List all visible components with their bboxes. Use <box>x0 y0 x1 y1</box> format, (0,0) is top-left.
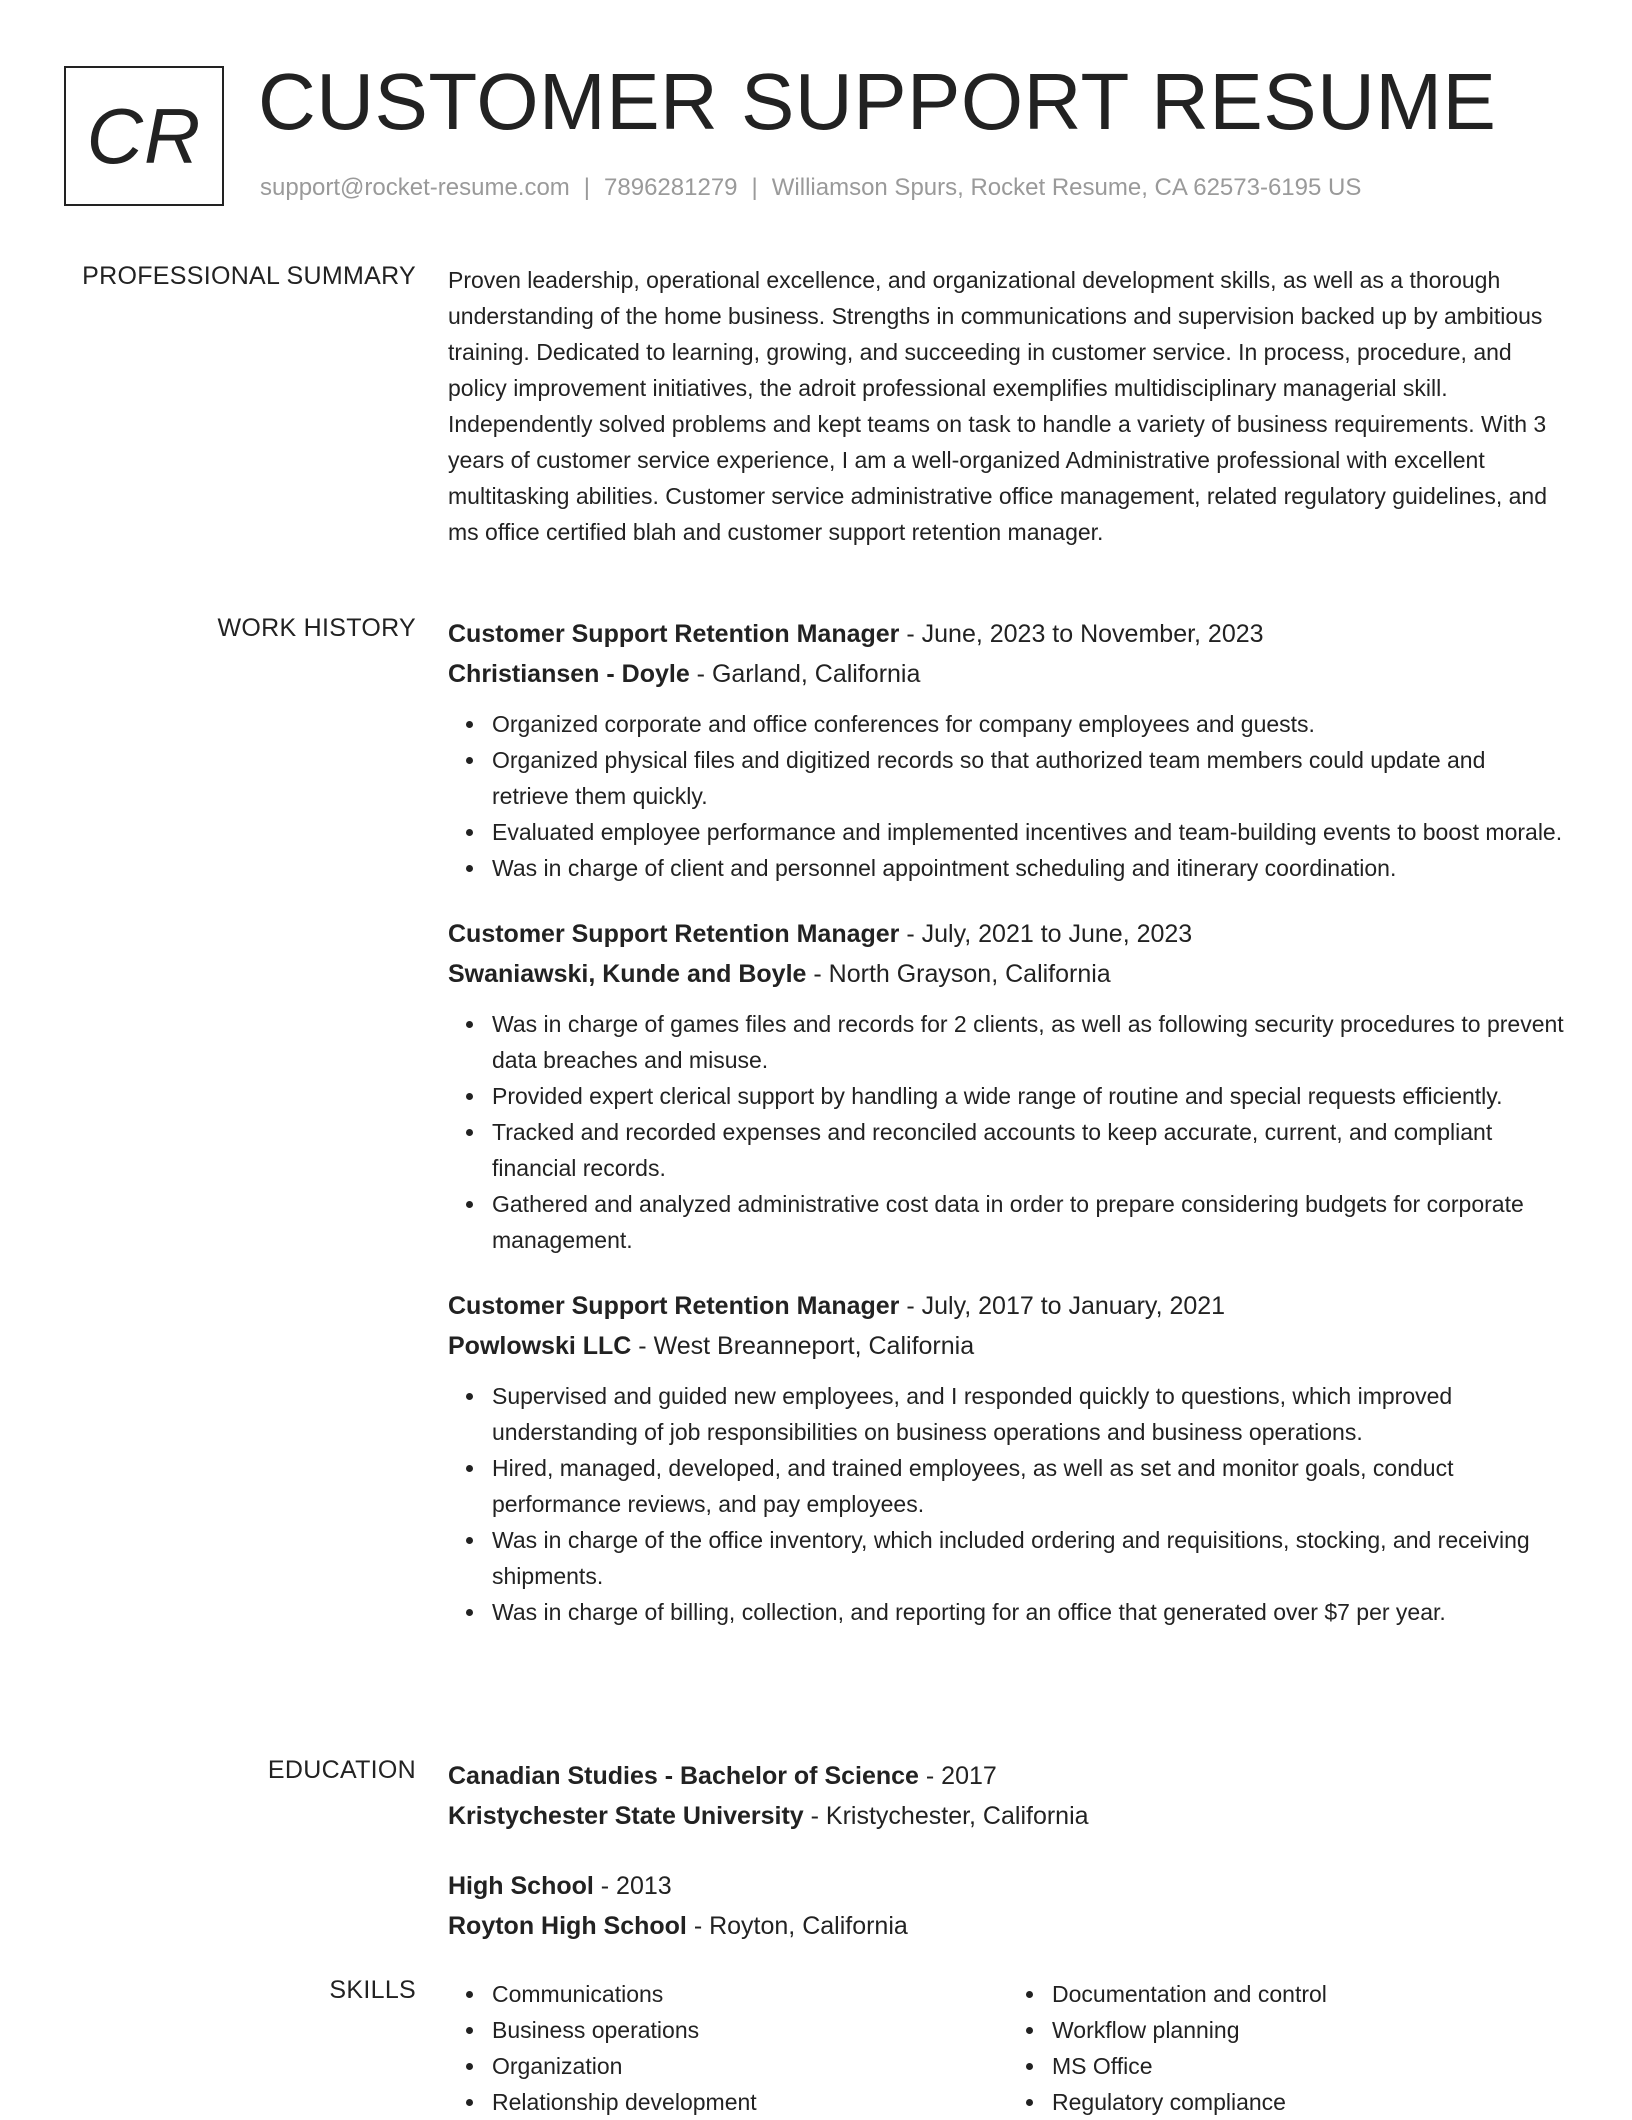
skill-item: Organization <box>492 2048 1008 2084</box>
education-degree: High School <box>448 1872 594 1900</box>
job-bullet: Provided expert clerical support by handling a wide range of routine and special requests efficiently. <box>492 1078 1568 1114</box>
section-label-education: EDUCATION <box>267 1756 416 1784</box>
skill-item: Business operations <box>492 2012 1008 2048</box>
education-location: - Kristychester, California <box>803 1802 1089 1830</box>
job-company: Powlowski LLC <box>448 1332 632 1360</box>
job-title: Customer Support Retention Manager <box>448 920 900 948</box>
job-title: Customer Support Retention Manager <box>448 620 900 648</box>
contact-email[interactable]: support@rocket-resume.com <box>260 174 570 201</box>
job-bullet: Was in charge of games files and records for 2 clients, as well as following security procedures to prevent data breaches and misuse. <box>492 1006 1568 1078</box>
job-dates: - July, 2021 to June, 2023 <box>899 920 1193 948</box>
job-title-line <box>448 1286 1568 1326</box>
contact-separator: | <box>583 174 591 201</box>
skills-columns <box>448 1976 1568 2120</box>
skills-list-right <box>1008 1976 1568 2120</box>
job-bullet: Was in charge of client and personnel appointment scheduling and itinerary coordination. <box>492 850 1568 886</box>
skill-item: MS Office <box>1052 2048 1568 2084</box>
job-bullet: Organized physical files and digitized records so that authorized team members could update and retrieve them quickly. <box>492 742 1568 814</box>
skill-item: Regulatory compliance <box>1052 2084 1568 2120</box>
skills-list-left <box>448 1976 1008 2120</box>
resume-title: CUSTOMER SUPPORT RESUME <box>258 57 1497 146</box>
education-school: Royton High School <box>448 1912 687 1940</box>
job-company: Christiansen - Doyle <box>448 660 690 688</box>
education-year: - 2013 <box>593 1872 672 1900</box>
job-bullet: Evaluated employee performance and implemented incentives and team-building events to boost morale. <box>492 814 1568 850</box>
job-location: - North Grayson, California <box>806 960 1111 988</box>
job-bullet: Hired, managed, developed, and trained employees, as well as set and monitor goals, conduct performance reviews, and pay employees. <box>492 1450 1568 1522</box>
contact-line <box>260 174 1361 202</box>
job-company-line <box>448 654 1568 694</box>
education-entry <box>448 1866 1568 1946</box>
education-body <box>448 1756 1568 1976</box>
job-location: - Garland, California <box>689 660 921 688</box>
section-label-skills: SKILLS <box>329 1976 416 2004</box>
contact-address: Williamson Spurs, Rocket Resume, CA 62573-6195 US <box>771 174 1362 201</box>
work-history-body <box>448 614 1568 1658</box>
job-bullet: Gathered and analyzed administrative cost data in order to prepare considering budgets for corporate management. <box>492 1186 1568 1258</box>
education-degree-line <box>448 1756 1568 1796</box>
summary-body <box>448 262 1568 550</box>
contact-separator: | <box>751 174 758 201</box>
monogram-initials: CR <box>86 91 202 180</box>
job-bullet: Was in charge of billing, collection, and reporting for an office that generated over $7 per year. <box>492 1594 1568 1630</box>
job-bullets <box>448 1006 1568 1258</box>
education-location: - Royton, California <box>686 1912 908 1940</box>
monogram-box <box>64 66 224 206</box>
skills-body <box>448 1976 1568 2120</box>
education-school-line <box>448 1796 1568 1836</box>
section-label-summary: PROFESSIONAL SUMMARY <box>82 262 416 290</box>
skill-item: Communications <box>492 1976 1008 2012</box>
job-entry <box>448 614 1568 886</box>
job-entry <box>448 914 1568 1258</box>
skill-item: Relationship development <box>492 2084 1008 2120</box>
job-title-line <box>448 614 1568 654</box>
job-title-line <box>448 914 1568 954</box>
job-company-line <box>448 1326 1568 1366</box>
job-bullets <box>448 706 1568 886</box>
education-degree-line <box>448 1866 1568 1906</box>
job-bullet: Was in charge of the office inventory, which included ordering and requisitions, stocking, and receiving shipments. <box>492 1522 1568 1594</box>
job-bullet: Organized corporate and office conferences for company employees and guests. <box>492 706 1568 742</box>
education-year: - 2017 <box>918 1762 997 1790</box>
education-degree: Canadian Studies - Bachelor of Science <box>448 1762 919 1790</box>
summary-text: Proven leadership, operational excellence, and organizational development skills, as well as a thorough understanding of the home business. Strengths in communications and supervision backed up by ambitious training. Dedicated to learning, growing, and succeeding in customer service. In process, procedure, and policy improvement initiatives, the adroit professional exemplifies multidisciplinary managerial skill. Independently solved problems and kept teams on task to handle a variety of business requirements. With 3 years of customer service experience, I am a well-organized Administrative professional with excellent multitasking abilities. Customer service administrative office management, related regulatory guidelines, and ms office certified blah and customer support retention manager. <box>448 267 1548 545</box>
job-title: Customer Support Retention Manager <box>448 1292 900 1320</box>
job-bullets <box>448 1378 1568 1630</box>
education-entry <box>448 1756 1568 1836</box>
job-location: - West Breanneport, California <box>631 1332 975 1360</box>
contact-phone[interactable]: 7896281279 <box>604 174 738 201</box>
skill-item: Workflow planning <box>1052 2012 1568 2048</box>
job-bullet: Tracked and recorded expenses and reconciled accounts to keep accurate, current, and compliant financial records. <box>492 1114 1568 1186</box>
job-entry <box>448 1286 1568 1630</box>
education-school-line <box>448 1906 1568 1946</box>
job-dates: - June, 2023 to November, 2023 <box>899 620 1264 648</box>
section-label-work-history: WORK HISTORY <box>217 614 416 642</box>
job-company: Swaniawski, Kunde and Boyle <box>448 960 807 988</box>
job-dates: - July, 2017 to January, 2021 <box>899 1292 1226 1320</box>
education-school: Kristychester State University <box>448 1802 804 1830</box>
skill-item: Documentation and control <box>1052 1976 1568 2012</box>
job-company-line <box>448 954 1568 994</box>
job-bullet: Supervised and guided new employees, and I responded quickly to questions, which improved understanding of job responsibilities on business operations and business operations. <box>492 1378 1568 1450</box>
